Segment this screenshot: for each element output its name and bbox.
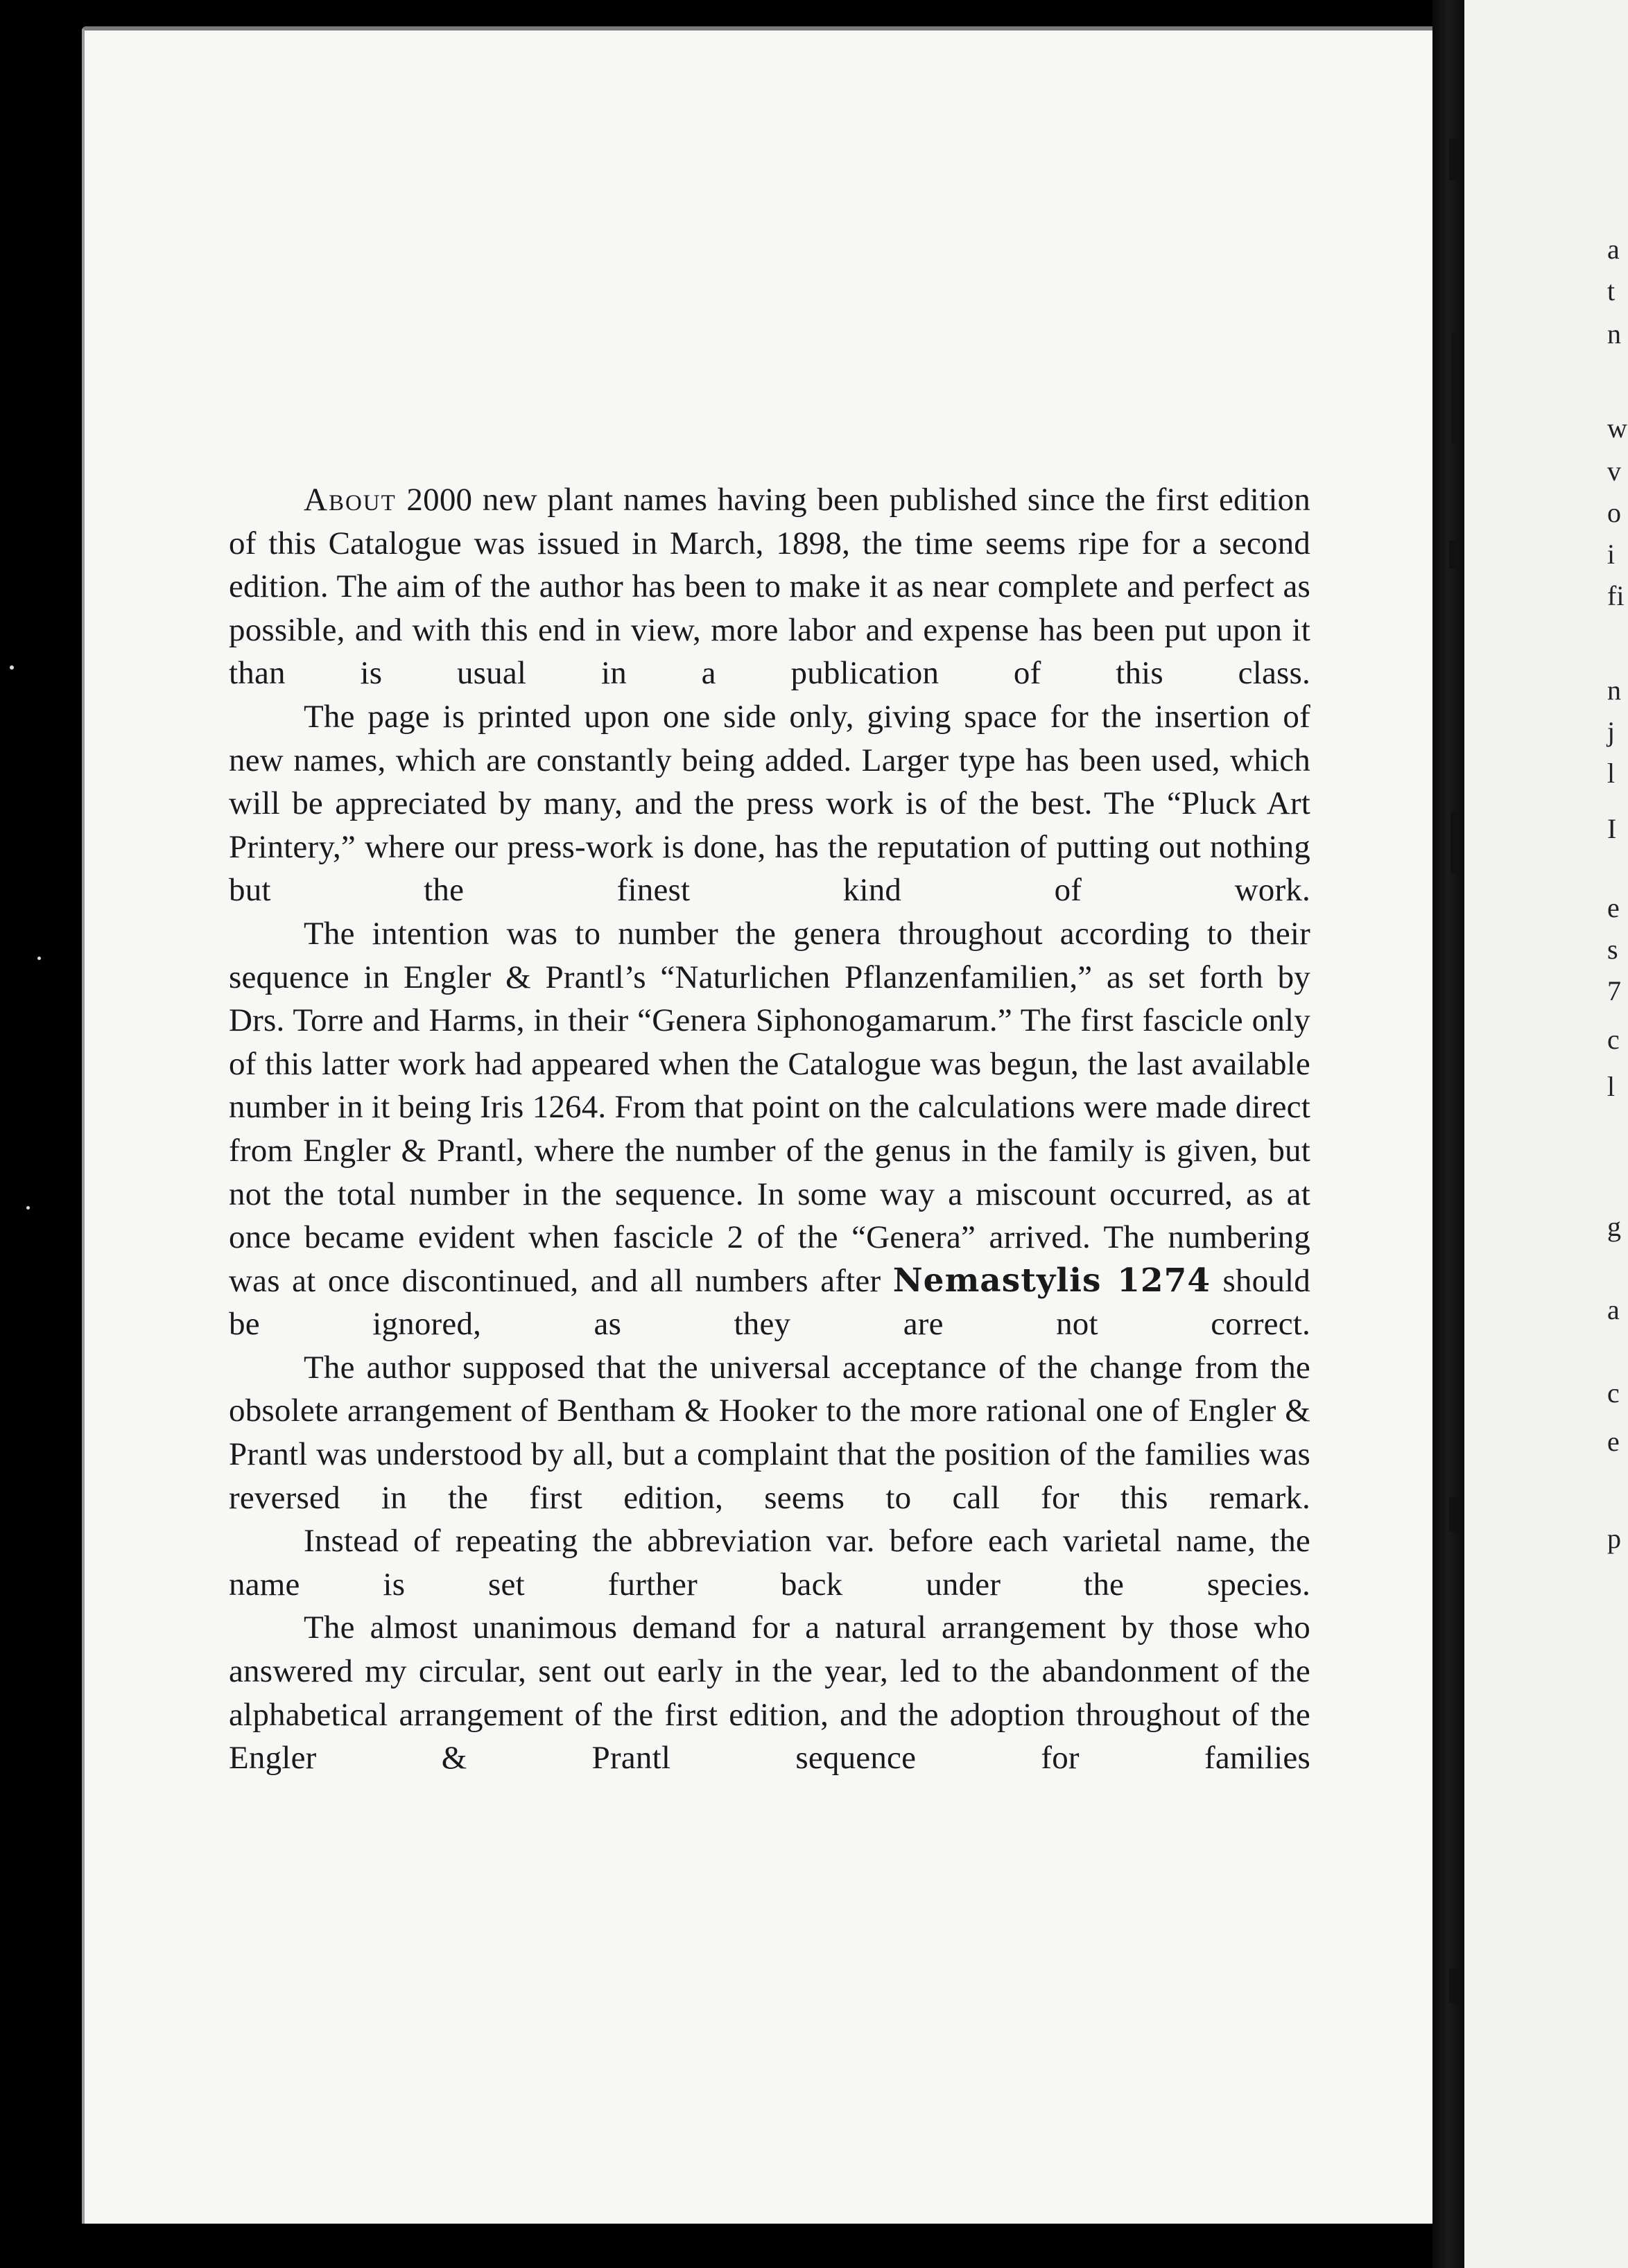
facing-fragment: i (1607, 539, 1616, 570)
paragraph-text: 2000 new plant names having been published since the first edition of this Catalogue was issued in March, 1898, the time seems ripe for a second edition. The aim of the author has been to make it as near complete and perfect as possible, and with this end in view, more labor and expense has been put upon it than is usual in a publication of this class. (229, 482, 1310, 692)
facing-fragment: n (1607, 318, 1621, 349)
paragraph (229, 912, 1310, 1346)
facing-fragment: t (1607, 275, 1616, 306)
facing-fragment: p (1607, 1523, 1621, 1554)
facing-fragment: s (1607, 934, 1618, 965)
facing-fragment: l (1607, 758, 1616, 789)
facing-fragment: w (1607, 412, 1627, 444)
paragraph-text: should be ignored, as they are not correct. (229, 1262, 1310, 1343)
binding-mark (1449, 139, 1459, 180)
binding-mark (1449, 1969, 1459, 2003)
dust-speck (26, 1206, 30, 1210)
paragraph (229, 1346, 1310, 1519)
facing-fragment: o (1607, 497, 1621, 528)
facing-fragment: j (1607, 716, 1616, 747)
binding-mark (1449, 1497, 1459, 1532)
paragraph-text: The intention was to number the genera throughout according to their sequence in Engler & Prantl’s “Naturlichen Pflanzenfamilien,” as set forth by Drs. Torre and Harms, in their “Genera Siphonogamarum.” The first fascicle only of this latter work had appeared when the Catalogue was begun, the last available number in it being Iris 1264. From that point on the calculations were made direct from Engler & Prantl, where the number of the genus in the family is given, but not the total number in the sequence. In some way a miscount occurred, as at once became evident when fascicle 2 of the “Genera” arrived. The numbering was at once discontinued, and all numbers after (229, 915, 1310, 1299)
facing-fragment: 7 (1607, 975, 1621, 1006)
facing-fragment: a (1607, 234, 1620, 265)
paragraph-text: The author supposed that the universal acceptance of the change from the obsolete arrangement of Bentham & Hooker to the more rational one of Engler & Prantl was understood by all, but a complaint that the position of the families was reversed in the first edition, seems to call for this remark. (229, 1349, 1310, 1516)
facing-fragment: fi (1607, 580, 1625, 611)
facing-fragment: c (1607, 1377, 1620, 1408)
paragraph (229, 1519, 1310, 1606)
facing-page (1464, 0, 1628, 2268)
binding-mark (1451, 811, 1457, 873)
facing-fragment: e (1607, 892, 1620, 923)
facing-fragment: a (1607, 1294, 1620, 1325)
facing-fragment: v (1607, 455, 1621, 487)
facing-fragment: e (1607, 1426, 1620, 1457)
facing-fragment: n (1607, 674, 1621, 706)
facing-fragment: c (1607, 1024, 1620, 1055)
binding-mark (1449, 541, 1457, 568)
facing-fragment: g (1607, 1211, 1621, 1242)
paragraph (229, 695, 1310, 912)
facing-fragment: l (1607, 1071, 1616, 1102)
binding-mark (1452, 333, 1457, 444)
paragraph-lead: About (304, 482, 397, 518)
paragraph-text: The almost unanimous demand for a natural arrangement by those who answered my circular, sent out early in the year, led to the abandonment of the alphabetical arrangement of the first edition, and the adoption throughout of the Engler & Prantl sequence for families (229, 1610, 1310, 1777)
facing-fragment: I (1607, 813, 1617, 844)
body-text (229, 478, 1310, 1780)
genus-reference: Nemastylis 1274 (892, 1261, 1211, 1300)
dust-speck (10, 665, 14, 670)
dust-speck (37, 957, 41, 960)
paragraph (229, 478, 1310, 695)
paragraph-text: Instead of repeating the abbreviation var. before each varietal name, the name is set further back under the species. (229, 1523, 1310, 1603)
paragraph-text: The page is printed upon one side only, giving space for the insertion of new names, which are constantly being added. Larger type has been used, which will be appreciated by many, and the press work is of the best. The “Pluck Art Printery,” where our press-work is done, has the reputation of putting out nothing but the finest kind of work. (229, 698, 1310, 909)
paragraph (229, 1606, 1310, 1779)
